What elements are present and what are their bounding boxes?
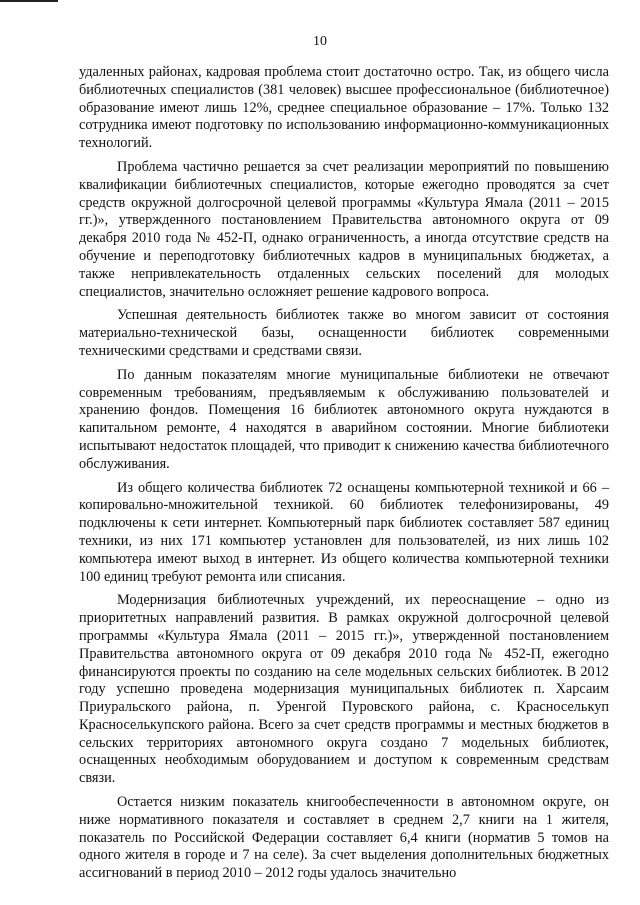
paragraph-qualification: Проблема частично решается за счет реализации мероприятий по повышению квалификации библиотечных специалистов, которые ежегодно проводятся за счет средств окружной долгосрочной целевой программы «Культура Ямала (2011 – 2015 гг.)», утвержденного постановлением Правительства автономного округа от 09 декабря 2010 года № 452-П, однако ограниченность, а иногда отсутствие средств на обучение и переподготовку библиотечных кадров в муниципальных бюджетах, а также непривлекательность отдаленных сельских поселений для молодых специалистов, значительно осложняет решение кадрового вопроса.	[79, 158, 609, 300]
paragraph-material-base: Успешная деятельность библиотек также во многом зависит от состояния материально-технической базы, оснащенности библиотек современными техническими средствами и средствами связи.	[79, 307, 609, 359]
document-body	[79, 64, 609, 889]
paragraph-book-supply: Остается низким показатель книгообеспеченности в автономном округе, он ниже нормативного показателя и составляет в среднем 2,7 книги на 1 жителя, показатель по Российской Федерации составляет 6,4 книги (норматив 5 томов на одного жителя в городе и 7 на селе). За счет выделения дополнительных бюджетных ассигнований в период 2010 – 2012 годы удалось значительно	[79, 794, 609, 882]
paragraph-modernization: Модернизация библиотечных учреждений, их переоснащение – одно из приоритетных направлений развития. В рамках окружной долгосрочной целевой программы «Культура Ямала (2011 – 2015 гг.)», утвержденной постановлением Правительства автономного округа от 09 декабря 2010 года № 452-П, ежегодно финансируются проекты по созданию на селе модельных сельских библиотек. В 2012 году успешно проведена модернизация муниципальных библиотек п. Харсаим Приуральского района, п. Уренгой Пуровского района, с. Красноселькуп Красноселькупского района. Всего за счет средств программы и местных бюджетов в сельских территориях автономного округа создано 7 модельных библиотек, оснащенных необходимым оборудованием и доступом к современным средствам связи.	[79, 592, 609, 787]
paragraph-staffing-continuation: удаленных районах, кадровая проблема стоит достаточно остро. Так, из общего числа библиотечных специалистов (381 человек) высшее профессиональное (библиотечное) образование имеют лишь 12%, среднее специальное образование – 17%. Только 132 сотрудника имеют подготовку по использованию информационно-коммуникационных технологий.	[79, 64, 609, 152]
page-number: 10	[313, 34, 327, 49]
corner-scan-mark	[0, 0, 58, 2]
paragraph-premises: По данным показателям многие муниципальные библиотеки не отвечают современным требованиям, предъявляемым к обслуживанию пользователей и хранению фондов. Помещения 16 библиотек автономного округа нуждаются в капитальном ремонте, 4 находятся в аварийном состоянии. Многие библиотеки испытывают недостаток площадей, что приводит к снижению качества библиотечного обслуживания.	[79, 366, 609, 472]
paragraph-computers: Из общего количества библиотек 72 оснащены компьютерной техникой и 66 – копировально-множительной техникой. 60 библиотек телефонизированы, 49 подключены к сети интернет. Компьютерный парк библиотек составляет 587 единиц техники, из них 171 компьютер установлен для пользователей, из них лишь 102 компьютера имеют выход в интернет. Из общего количества компьютерной техники 100 единиц требуют ремонта или списания.	[79, 479, 609, 585]
